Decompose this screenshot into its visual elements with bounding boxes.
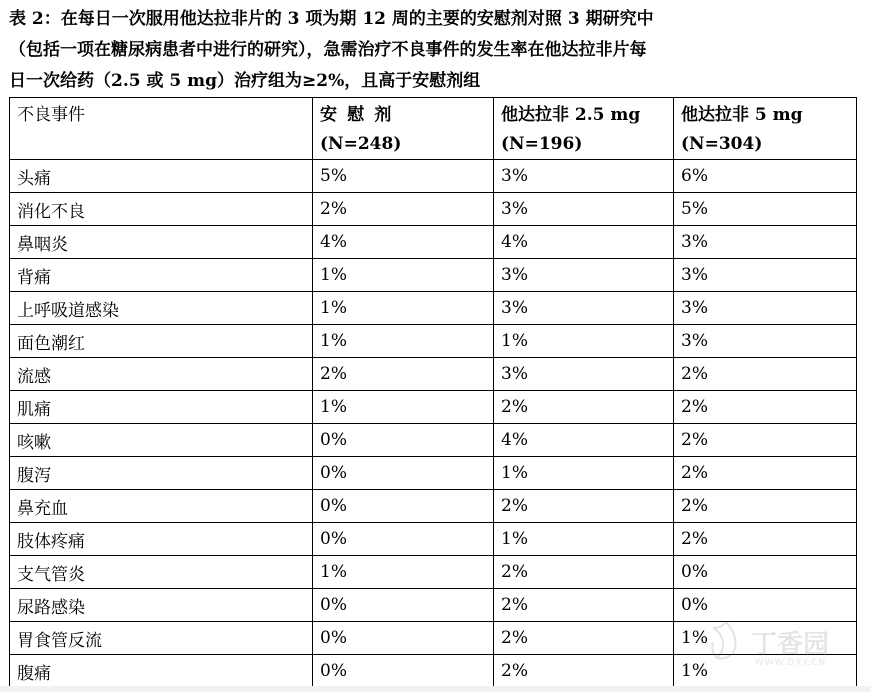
cell-placebo: 0%	[313, 589, 494, 622]
header-label: 不良事件	[17, 105, 85, 125]
cell-tadalafil-2-5mg: 1%	[494, 523, 674, 556]
cell-tadalafil-5mg: 3%	[674, 259, 857, 292]
header-n: (N=304)	[681, 134, 763, 154]
table-row	[10, 523, 857, 556]
cell-tadalafil-2-5mg: 2%	[494, 622, 674, 655]
table-row	[10, 391, 857, 424]
header-label: 他达拉非 5 mg	[681, 105, 803, 125]
cell-adverse-event: 咳嗽	[10, 424, 313, 457]
cell-adverse-event: 尿路感染	[10, 589, 313, 622]
cell-tadalafil-5mg: 3%	[674, 292, 857, 325]
cell-tadalafil-5mg: 5%	[674, 193, 857, 226]
table-row	[10, 457, 857, 490]
cell-adverse-event: 支气管炎	[10, 556, 313, 589]
cell-adverse-event: 胃食管反流	[10, 622, 313, 655]
table-row	[10, 358, 857, 391]
cell-tadalafil-5mg: 6%	[674, 160, 857, 193]
cell-placebo: 1%	[313, 292, 494, 325]
table-row	[10, 325, 857, 358]
cell-placebo: 1%	[313, 391, 494, 424]
table-row	[10, 589, 857, 622]
cell-tadalafil-2-5mg: 3%	[494, 292, 674, 325]
cell-placebo: 1%	[313, 556, 494, 589]
cell-adverse-event: 面色潮红	[10, 325, 313, 358]
header-label: 他达拉非 2.5 mg	[501, 105, 641, 125]
cell-adverse-event: 肌痛	[10, 391, 313, 424]
table-row	[10, 622, 857, 655]
cell-tadalafil-5mg: 2%	[674, 523, 857, 556]
header-n: (N=196)	[501, 134, 583, 154]
table-caption	[9, 4, 859, 97]
cell-tadalafil-5mg: 3%	[674, 226, 857, 259]
cell-placebo: 0%	[313, 490, 494, 523]
cell-adverse-event: 背痛	[10, 259, 313, 292]
caption-line-3: 日一次给药（2.5 或 5 mg）治疗组为≥2%，且高于安慰剂组	[9, 71, 481, 91]
header-placebo	[313, 98, 494, 160]
caption-line-2: （包括一项在糖尿病患者中进行的研究），急需治疗不良事件的发生率在他达拉非片每	[9, 40, 647, 60]
cell-adverse-event: 头痛	[10, 160, 313, 193]
cell-adverse-event: 腹痛	[10, 655, 313, 688]
cell-adverse-event: 鼻充血	[10, 490, 313, 523]
cell-placebo: 1%	[313, 325, 494, 358]
cell-tadalafil-2-5mg: 2%	[494, 490, 674, 523]
cell-adverse-event: 消化不良	[10, 193, 313, 226]
cell-tadalafil-5mg: 2%	[674, 457, 857, 490]
table-body	[10, 160, 857, 688]
cell-tadalafil-5mg: 0%	[674, 556, 857, 589]
cell-tadalafil-2-5mg: 3%	[494, 358, 674, 391]
header-tadalafil-2-5mg	[494, 98, 674, 160]
cell-placebo: 0%	[313, 457, 494, 490]
cell-tadalafil-2-5mg: 2%	[494, 655, 674, 688]
cell-adverse-event: 上呼吸道感染	[10, 292, 313, 325]
header-tadalafil-5mg	[674, 98, 857, 160]
table-row	[10, 259, 857, 292]
table-row	[10, 193, 857, 226]
header-adverse-event	[10, 98, 313, 160]
cell-tadalafil-2-5mg: 2%	[494, 556, 674, 589]
cell-tadalafil-2-5mg: 1%	[494, 457, 674, 490]
cell-placebo: 1%	[313, 259, 494, 292]
cell-tadalafil-2-5mg: 2%	[494, 589, 674, 622]
cell-tadalafil-2-5mg: 3%	[494, 193, 674, 226]
table-row	[10, 655, 857, 688]
cell-placebo: 0%	[313, 622, 494, 655]
table-row	[10, 424, 857, 457]
cell-tadalafil-2-5mg: 4%	[494, 226, 674, 259]
cell-tadalafil-2-5mg: 3%	[494, 259, 674, 292]
cell-adverse-event: 腹泻	[10, 457, 313, 490]
table-row	[10, 160, 857, 193]
header-n: (N=248)	[320, 134, 402, 154]
cell-placebo: 0%	[313, 424, 494, 457]
cell-tadalafil-5mg: 0%	[674, 589, 857, 622]
cell-tadalafil-5mg: 3%	[674, 325, 857, 358]
table-header-row	[10, 98, 857, 160]
cell-tadalafil-5mg: 2%	[674, 391, 857, 424]
cell-tadalafil-5mg: 2%	[674, 358, 857, 391]
cell-tadalafil-2-5mg: 2%	[494, 391, 674, 424]
cell-adverse-event: 肢体疼痛	[10, 523, 313, 556]
table-row	[10, 490, 857, 523]
cell-placebo: 5%	[313, 160, 494, 193]
cell-tadalafil-2-5mg: 1%	[494, 325, 674, 358]
cell-placebo: 4%	[313, 226, 494, 259]
table-row	[10, 226, 857, 259]
table-row	[10, 556, 857, 589]
caption-line-1: 表 2：在每日一次服用他达拉非片的 3 项为期 12 周的主要的安慰剂对照 3 期研究中	[9, 9, 654, 29]
cell-tadalafil-5mg: 1%	[674, 622, 857, 655]
cell-placebo: 0%	[313, 655, 494, 688]
cell-adverse-event: 流感	[10, 358, 313, 391]
cell-tadalafil-2-5mg: 4%	[494, 424, 674, 457]
bottom-divider	[0, 686, 871, 692]
table-row	[10, 292, 857, 325]
cell-placebo: 2%	[313, 193, 494, 226]
cell-tadalafil-5mg: 2%	[674, 424, 857, 457]
cell-placebo: 0%	[313, 523, 494, 556]
cell-tadalafil-5mg: 1%	[674, 655, 857, 688]
watermark-text: 丁香园	[751, 630, 830, 660]
header-label: 安慰剂	[320, 105, 402, 125]
adverse-events-table	[9, 97, 857, 688]
cell-tadalafil-5mg: 2%	[674, 490, 857, 523]
cell-adverse-event: 鼻咽炎	[10, 226, 313, 259]
cell-tadalafil-2-5mg: 3%	[494, 160, 674, 193]
cell-placebo: 2%	[313, 358, 494, 391]
watermark-url: WWW.DXY.CN	[755, 658, 827, 668]
